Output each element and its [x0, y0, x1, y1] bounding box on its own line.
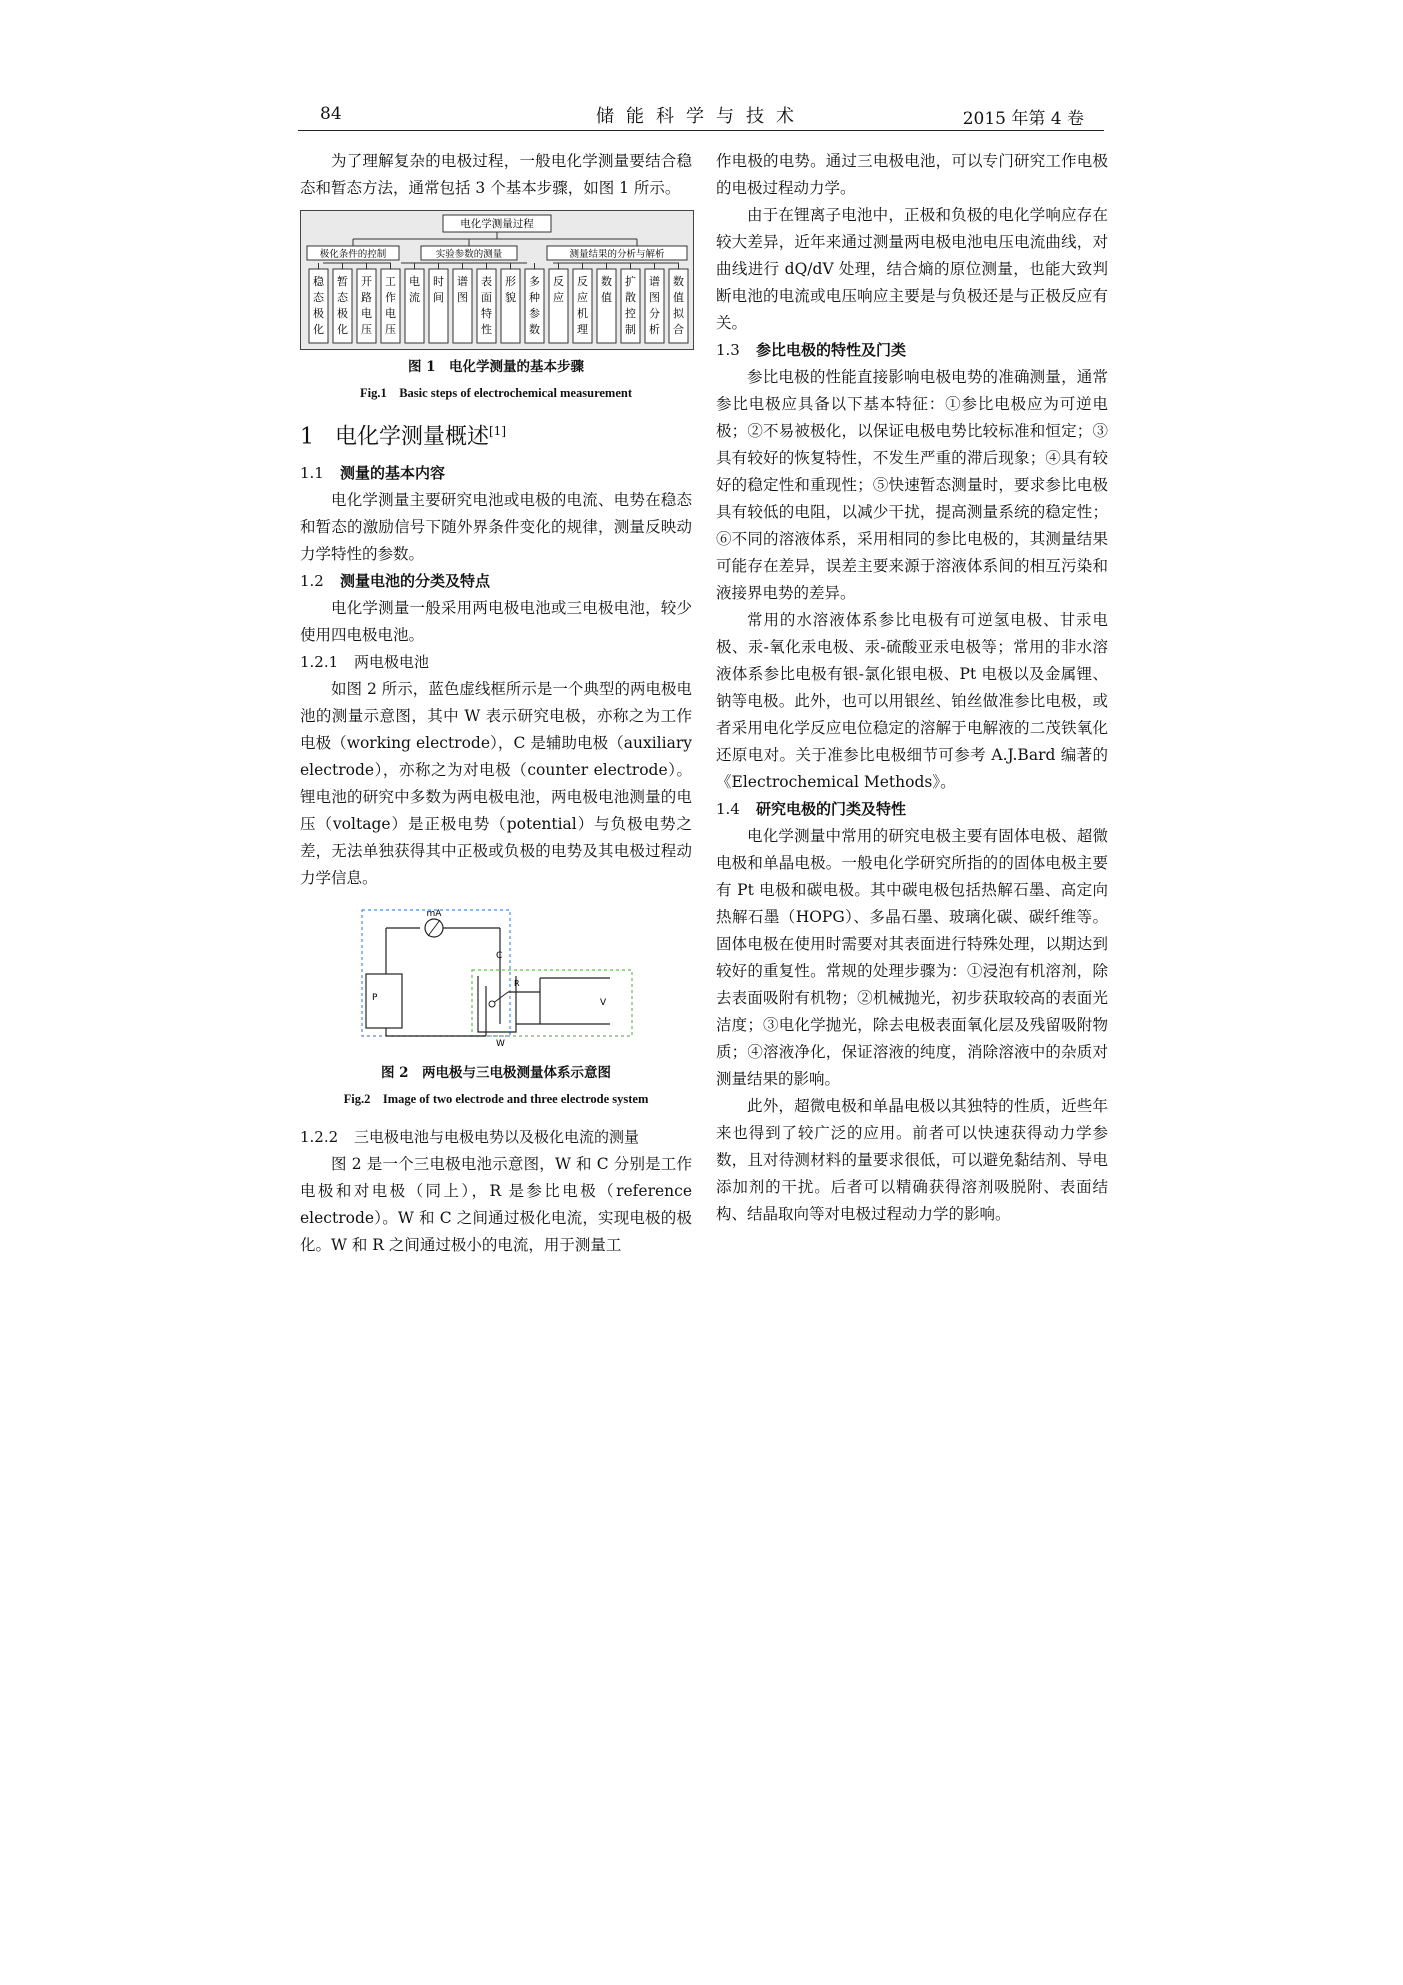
section-1-number: 1 — [300, 424, 314, 450]
section-1-3-heading — [716, 337, 1108, 364]
section-1-2-1-heading — [300, 649, 692, 676]
fig1-leaf-char: 性 — [481, 323, 492, 336]
fig1-leaf-char: 理 — [577, 323, 588, 336]
fig1-group-label: 实验参数的测量 — [435, 249, 503, 260]
running-head — [298, 102, 1104, 131]
reference-electrode — [489, 1001, 495, 1007]
section-1-2-number: 1.2 — [300, 572, 324, 591]
fig1-leaf-char: 稳 — [313, 275, 324, 288]
figure-2-caption-cn: 图 2 两电极与三电极测量体系示意图 — [380, 1065, 612, 1082]
section-1-2-1-number: 1.2.1 — [300, 653, 339, 672]
section-1-4-number: 1.4 — [716, 800, 740, 818]
fig1-leaf-char: 貌 — [505, 291, 516, 304]
fig1-leaf-char: 图 — [649, 291, 660, 304]
reference-electrode-label: R — [514, 979, 520, 989]
three-electrode-frame — [472, 970, 632, 1036]
section-1-2-heading — [300, 568, 692, 595]
fig1-leaf-char: 反 — [553, 275, 564, 288]
section-1-3-title: 参比电极的特性及门类 — [756, 341, 907, 359]
section-1-4-heading — [716, 796, 1108, 823]
fig1-leaf-char: 多 — [529, 275, 540, 288]
section-1-4-paragraph: 电化学测量中常用的研究电极主要有固体电极、超微电极和单晶电极。一般电化学研究所指的的固体电极主要有 Pt 电极和碳电极。其中碳电极包括热解石墨、高定向热解石墨（HOPG）、多晶石墨、玻璃化碳、碳纤维等。固体电极在使用时需要对其表面进行特殊处理，以期达到较好的重复性。常规的处理步骤为：①浸泡有机溶剂，除去表面吸附有机物；②机械抛光，初步获取较高的表面光洁度；③电化学抛光，除去电极表面氧化层及残留吸附物质；④溶液净化，保证溶液的纯度，消除溶液中的杂质对测量结果的影响。 — [716, 827, 1108, 1088]
lithium-paragraph: 由于在锂离子电池中，正极和负极的电化学响应存在较大差异，近年来通过测量两电极电池电压电流曲线，对曲线进行 dQ/dV 处理，结合熵的原位测量，也能大致判断电池的电流或电压响应主要是与负极还是与正极反应有关。 — [716, 206, 1108, 332]
right-column — [716, 148, 1108, 1228]
fig1-leaf-char: 拟 — [673, 307, 684, 320]
fig1-leaf-char: 制 — [625, 323, 636, 336]
fig1-leaf-char: 参 — [529, 307, 540, 320]
fig1-leaf-char: 控 — [625, 307, 636, 320]
section-1-1-paragraph: 电化学测量主要研究电池或电极的电流、电势在稳态和暂态的激励信号下随外界条件变化的规律，测量反映动力学特性的参数。 — [300, 491, 692, 564]
fig1-leaf-char: 数 — [529, 323, 540, 336]
left-column — [300, 148, 692, 1259]
figure-2-caption-en: Fig.2 Image of two electrode and three electrode system — [343, 1092, 649, 1107]
fig1-leaf-char: 电 — [409, 275, 420, 288]
section-1-2-1-title: 两电极电池 — [354, 653, 430, 672]
fig1-leaf-char: 散 — [625, 291, 636, 304]
fig1-leaf-char: 作 — [385, 291, 396, 304]
fig1-leaf-char: 电 — [385, 307, 396, 320]
voltmeter-label: V — [600, 998, 607, 1009]
fig1-root-label: 电化学测量过程 — [460, 218, 534, 230]
fig1-leaf-char: 面 — [481, 291, 492, 304]
section-1-2-2-title: 三电极电池与电极电势以及极化电流的测量 — [354, 1128, 640, 1147]
fig1-leaf-char: 化 — [337, 323, 348, 336]
section-1-title: 电化学测量概述 — [334, 424, 489, 450]
section-1-3-paragraph: 参比电极的性能直接影响电极电势的准确测量，通常参比电极应具备以下基本特征：①参比电极应为可逆电极；②不易被极化，以保证电极电势比较标准和恒定；③具有较好的恢复特性，不发生严重的滞后现象；④具有较好的稳定性和重现性；⑤快速暂态测量时，要求参比电极具有较低的电阻，以减少干扰，提高测量系统的稳定性；⑥不同的溶液体系，采用相同的参比电极的，其测量结果可能存在差异，误差主要来源于溶液体系间的相互污染和液接界电势的差异。 — [716, 368, 1108, 602]
section-1-1-title: 测量的基本内容 — [340, 464, 446, 483]
fig1-leaf-char: 数 — [601, 275, 612, 288]
fig1-group-label: 测量结果的分析与解析 — [569, 249, 665, 260]
fig1-leaf-char: 分 — [649, 307, 660, 320]
ammeter-label: mA — [426, 909, 442, 920]
counter-electrode-label: C — [496, 951, 503, 962]
section-1-2-title: 测量电池的分类及特点 — [340, 572, 491, 591]
fig1-leaf-char: 应 — [553, 291, 564, 304]
reference-electrode-paragraph: 常用的水溶液体系参比电极有可逆氢电极、甘汞电极、汞-氧化汞电极、汞-硫酸亚汞电极等；常用的非水溶液体系参比电极有银-氯化银电极、Pt 电极以及金属锂、钠等电极。此外，也可以用银丝、铂丝做准参比电极，或者采用电化学反应电位稳定的溶解于电解液的二茂铁氧化还原电对。关于准参比电极细节可参考 A.J.Bard 编著的《Electrochemical Methods》。 — [716, 611, 1108, 791]
fig1-leaf-char: 值 — [601, 291, 612, 304]
fig1-leaf-char: 压 — [385, 323, 396, 336]
section-1-2-paragraph: 电化学测量一般采用两电极电池或三电极电池，较少使用四电极电池。 — [300, 599, 692, 645]
fig1-leaf-char: 谱 — [649, 275, 660, 288]
fig1-leaf-char: 暂 — [337, 275, 348, 288]
fig1-leaf-char: 析 — [649, 323, 660, 336]
figure-1-svg — [301, 211, 693, 349]
closing-paragraph: 此外，超微电极和单晶电极以其独特的性质，近些年来也得到了较广泛的应用。前者可以快速获得动力学参数，且对待测材料的量要求很低，可以避免黏结剂、导电添加剂的干扰。后者可以精确获得溶剂吸脱附、表面结构、结晶取向等对电极过程动力学的影响。 — [716, 1097, 1108, 1223]
section-1-heading — [300, 416, 692, 452]
fig1-leaf-char: 图 — [457, 291, 468, 304]
fig1-leaf-char: 时 — [433, 275, 444, 288]
fig1-leaf-char: 开 — [361, 275, 372, 288]
continued-paragraph: 作电极的电势。通过三电极电池，可以专门研究工作电极的电极过程动力学。 — [716, 152, 1108, 197]
potentiostat-label: P — [372, 993, 378, 1004]
fig1-leaf-char: 路 — [361, 291, 372, 304]
fig1-leaf-char: 间 — [433, 291, 444, 304]
section-1-2-2-paragraph: 图 2 是一个三电极电池示意图，W 和 C 分别是工作电极和对电极（同上），R 是参比电极（reference electrode）。W 和 C 之间通过极化电流，实现电极的极化。W 和 R 之间通过极小的电流，用于测量工 — [300, 1155, 692, 1255]
fig1-leaf-char: 反 — [577, 275, 588, 288]
figure-1-caption-cn: 图 1 电化学测量的基本步骤 — [407, 359, 585, 375]
fig1-leaf-char: 合 — [673, 323, 684, 336]
section-1-1-number: 1.1 — [300, 464, 324, 483]
fig1-leaf-char: 谱 — [457, 275, 468, 288]
fig1-leaf-char: 特 — [481, 307, 492, 320]
fig1-leaf-char: 态 — [313, 291, 324, 304]
section-1-3-number: 1.3 — [716, 341, 740, 359]
section-1-2-2-heading — [300, 1124, 692, 1151]
fig1-leaf-char: 扩 — [625, 275, 636, 288]
fig1-group-label: 极化条件的控制 — [319, 249, 387, 260]
section-1-ref: [1] — [489, 424, 506, 438]
fig1-leaf-char: 表 — [481, 275, 492, 288]
fig1-leaf-char: 种 — [529, 291, 540, 304]
fig1-leaf-char: 数 — [673, 275, 684, 288]
volume-info: 2015 年第 4 卷 — [962, 109, 1084, 129]
intro-paragraph: 为了理解复杂的电极过程，一般电化学测量要结合稳态和暂态方法，通常包括 3 个基本步骤，如图 1 所示。 — [300, 152, 692, 197]
working-electrode-label: W — [496, 1039, 505, 1050]
fig1-leaf-char: 机 — [577, 307, 588, 320]
section-1-2-1-paragraph: 如图 2 所示，蓝色虚线框所示是一个典型的两电极电池的测量示意图，其中 W 表示研究电极，亦称之为工作电极（working electrode），C 是辅助电极（auxiliary electrode），亦称之为对电极（counter electrode）。锂电池的研究中多数为两电极电池，两电极电池测量的电压（voltage）是正极电势（potential）与负极电势之差，无法单独获得其中正极或负极的电势及其电极过程动力学信息。 — [300, 680, 692, 888]
fig1-leaf-char: 应 — [577, 291, 588, 304]
fig1-leaf-char: 形 — [505, 275, 516, 288]
section-1-1-heading — [300, 460, 692, 487]
fig1-leaf-char: 压 — [361, 323, 372, 336]
page-number: 84 — [320, 104, 342, 124]
figure-1-diagram — [300, 210, 694, 350]
fig1-leaf-char: 极 — [313, 307, 324, 320]
figure-2-svg — [300, 906, 692, 1056]
figure-1-caption-en: Fig.1 Basic steps of electrochemical measurement — [359, 386, 633, 400]
fig1-leaf-char: 化 — [313, 323, 324, 336]
fig1-leaf-char: 电 — [361, 307, 372, 320]
fig1-leaf-char: 极 — [337, 307, 348, 320]
journal-title: 储能科学与技术 — [596, 106, 806, 127]
fig1-leaf-char: 工 — [385, 275, 396, 288]
fig1-leaf-char: 流 — [409, 291, 420, 304]
section-1-2-2-number: 1.2.2 — [300, 1128, 339, 1147]
fig1-leaf-char: 值 — [673, 291, 684, 304]
fig1-leaf-char: 态 — [337, 291, 348, 304]
section-1-4-title: 研究电极的门类及特性 — [756, 800, 907, 818]
figure-2-diagram — [300, 906, 692, 1056]
